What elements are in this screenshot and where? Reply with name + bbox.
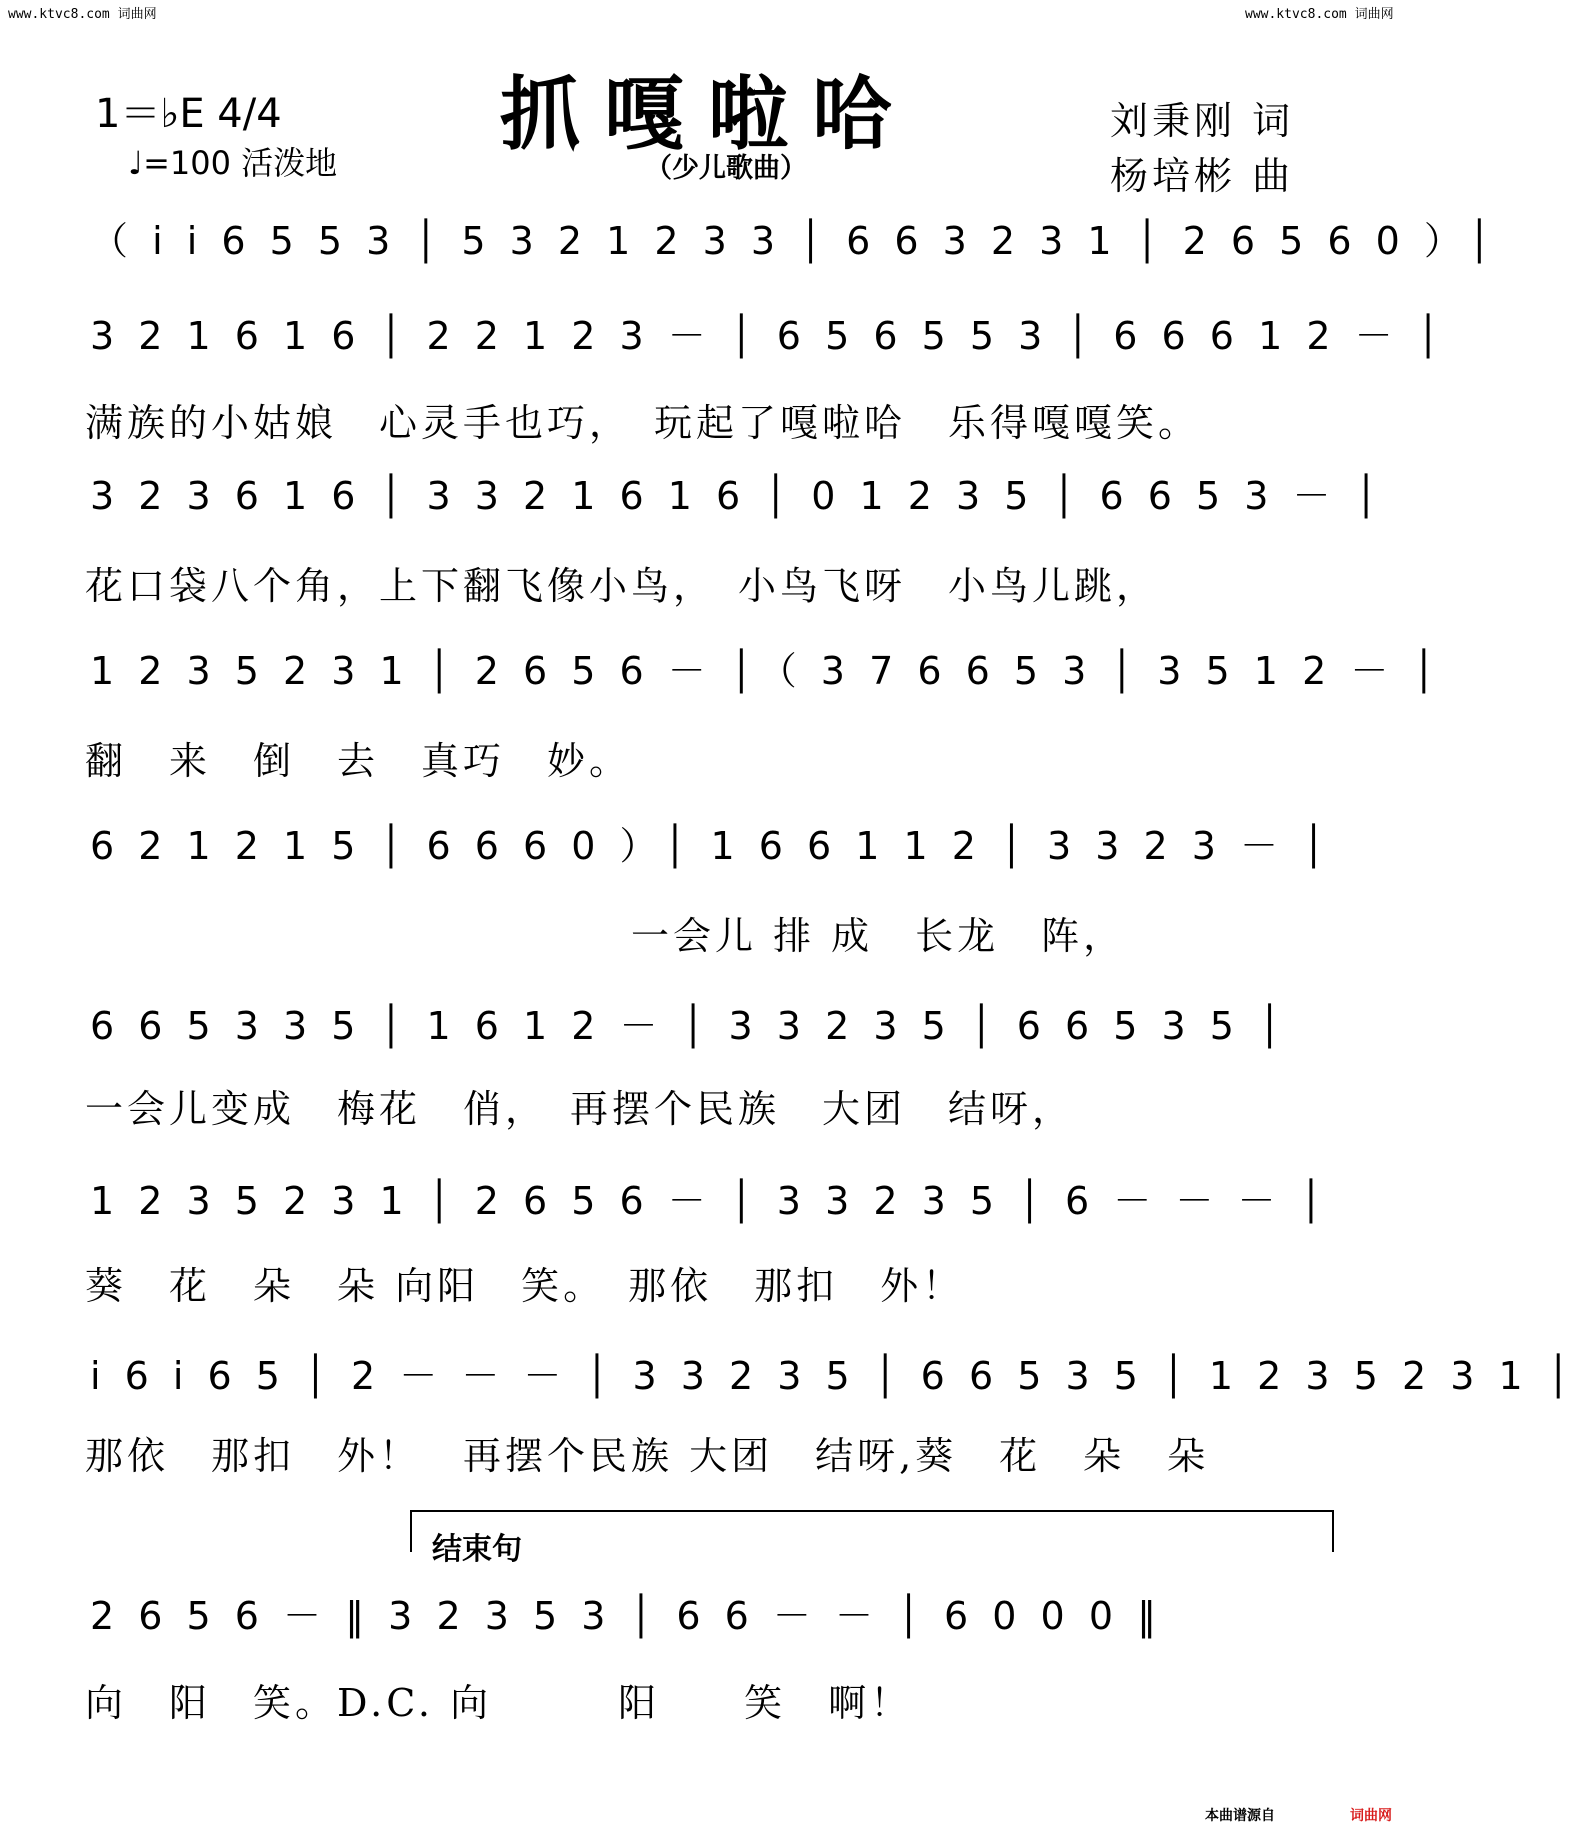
footer-source: 本曲谱源自 xyxy=(1205,1808,1275,1824)
ending-label: 结束句 xyxy=(432,1532,522,1567)
lyric-line: 一会儿 排 成 长龙 阵， xyxy=(85,914,1126,958)
song-subtitle: （少儿歌曲） xyxy=(645,153,807,184)
lyric-line: 向 阳 笑。D.C. 向 阳 笑 啊！ xyxy=(85,1681,913,1725)
watermark-right: www.ktvc8.com 词曲网 xyxy=(1245,7,1394,22)
notation-line: 1 2 3 5 2 3 1 │ 2 6 5 6 － │（ 3 7 6 6 5 3 │ 3 5 1 2 － │ xyxy=(90,649,1442,693)
lyricist-credit: 刘秉刚 词 xyxy=(1110,99,1295,143)
notation-line: 3 2 3 6 1 6 │ 3 3 2 1 6 1 6 │ 0 1 2 3 5 │ 6 6 5 3 － │ xyxy=(90,474,1384,518)
notation-line: 6 2 1 2 1 5 │ 6 6 6 0 ）│ 1 6 6 1 1 2 │ 3 3 2 3 － │ xyxy=(90,824,1331,868)
composer-credit: 杨培彬 曲 xyxy=(1110,154,1295,198)
notation-line: （ i i 6 5 5 3 │ 5 3 2 1 2 3 3 │ 6 6 3 2 3 1 │ 2 6 5 6 0 ）│ xyxy=(90,219,1497,263)
notation-line: i 6 i 6 5 │ 2 － － － │ 3 3 2 3 5 │ 6 6 5 3 5 │ 1 2 3 5 2 3 1 │ xyxy=(90,1354,1576,1398)
lyric-line: 一会儿变成 梅花 俏， 再摆个民族 大团 结呀， xyxy=(85,1087,1075,1131)
notation-line: 6 6 5 3 3 5 │ 1 6 1 2 － │ 3 3 2 3 5 │ 6 6 5 3 5 │ xyxy=(90,1004,1287,1048)
ending-bracket xyxy=(410,1510,1334,1552)
lyric-line: 翻 来 倒 去 真巧 妙。 xyxy=(85,739,632,783)
lyric-line: 葵 花 朵 朵 向阳 笑。 那依 那扣 外！ xyxy=(85,1264,965,1308)
lyric-line: 花口袋八个角，上下翻飞像小鸟， 小鸟飞呀 小鸟儿跳， xyxy=(85,564,1159,608)
lyric-line: 那依 那扣 外！ 再摆个民族 大团 结呀,葵 花 朵 朵 xyxy=(85,1434,1210,1478)
song-title: 抓嘎啦哈 xyxy=(500,67,916,161)
footer-site-link[interactable]: 词曲网 xyxy=(1350,1808,1392,1824)
watermark-left: www.ktvc8.com 词曲网 xyxy=(8,7,157,22)
key-signature: 1＝♭E 4/4 xyxy=(95,91,282,137)
notation-line: 1 2 3 5 2 3 1 │ 2 6 5 6 － │ 3 3 2 3 5 │ 6 － － － │ xyxy=(90,1179,1329,1223)
notation-line: 3 2 1 6 1 6 │ 2 2 1 2 3 － │ 6 5 6 5 5 3 │ 6 6 6 1 2 － │ xyxy=(90,314,1446,358)
lyric-line: 满族的小姑娘 心灵手也巧， 玩起了嘎啦哈 乐得嘎嘎笑。 xyxy=(85,401,1201,445)
tempo-marking: ♩=100 活泼地 xyxy=(128,144,338,182)
notation-line: 2 6 5 6 － ‖ 3 2 3 5 3 │ 6 6 － － │ 6 0 0 0 ‖ xyxy=(90,1594,1163,1638)
